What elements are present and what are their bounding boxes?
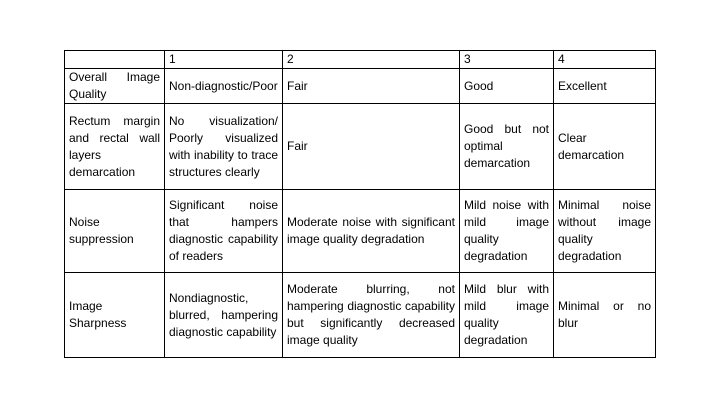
table-row xyxy=(65,104,656,190)
cell-rectum-score-3: Good but not optimal demarcation xyxy=(460,104,554,190)
cell-noise-score-2: Moderate noise with significant image quality degradation xyxy=(283,190,460,273)
row-label-image-sharpness: Image Sharpness xyxy=(65,273,165,358)
cell-rectum-score-2: Fair xyxy=(283,104,460,190)
header-cell-score-1: 1 xyxy=(165,51,283,69)
row-label-noise-suppression: Noise suppression xyxy=(65,190,165,273)
table-row xyxy=(65,273,656,358)
cell-overall-score-3: Good xyxy=(460,69,554,104)
row-label-overall-image-quality: Overall Image Quality xyxy=(65,69,165,104)
table-row xyxy=(65,69,656,104)
cell-overall-score-1: Non-diagnostic/Poor xyxy=(165,69,283,104)
cell-sharpness-score-2: Moderate blurring, not hampering diagnostic capability but significantly decreased image quality xyxy=(283,273,460,358)
cell-noise-score-3: Mild noise with mild image quality degradation xyxy=(460,190,554,273)
header-cell-score-3: 3 xyxy=(460,51,554,69)
cell-noise-score-4: Minimal noise without image quality degradation xyxy=(554,190,656,273)
header-cell-score-4: 4 xyxy=(554,51,656,69)
header-cell-empty xyxy=(65,51,165,69)
table-header-row xyxy=(65,51,656,69)
cell-sharpness-score-3: Mild blur with mild image quality degradation xyxy=(460,273,554,358)
cell-rectum-score-1: No visualization/ Poorly visualized with inability to trace structures clearly xyxy=(165,104,283,190)
rating-scale-table xyxy=(64,50,656,358)
table-row xyxy=(65,190,656,273)
cell-sharpness-score-1: Nondiagnostic, blurred, hampering diagnostic capability xyxy=(165,273,283,358)
cell-overall-score-4: Excellent xyxy=(554,69,656,104)
cell-noise-score-1: Significant noise that hampers diagnostic capability of readers xyxy=(165,190,283,273)
row-label-rectum-margin: Rectum margin and rectal wall layers demarcation xyxy=(65,104,165,190)
cell-rectum-score-4: Clear demarcation xyxy=(554,104,656,190)
cell-sharpness-score-4: Minimal or no blur xyxy=(554,273,656,358)
cell-overall-score-2: Fair xyxy=(283,69,460,104)
header-cell-score-2: 2 xyxy=(283,51,460,69)
